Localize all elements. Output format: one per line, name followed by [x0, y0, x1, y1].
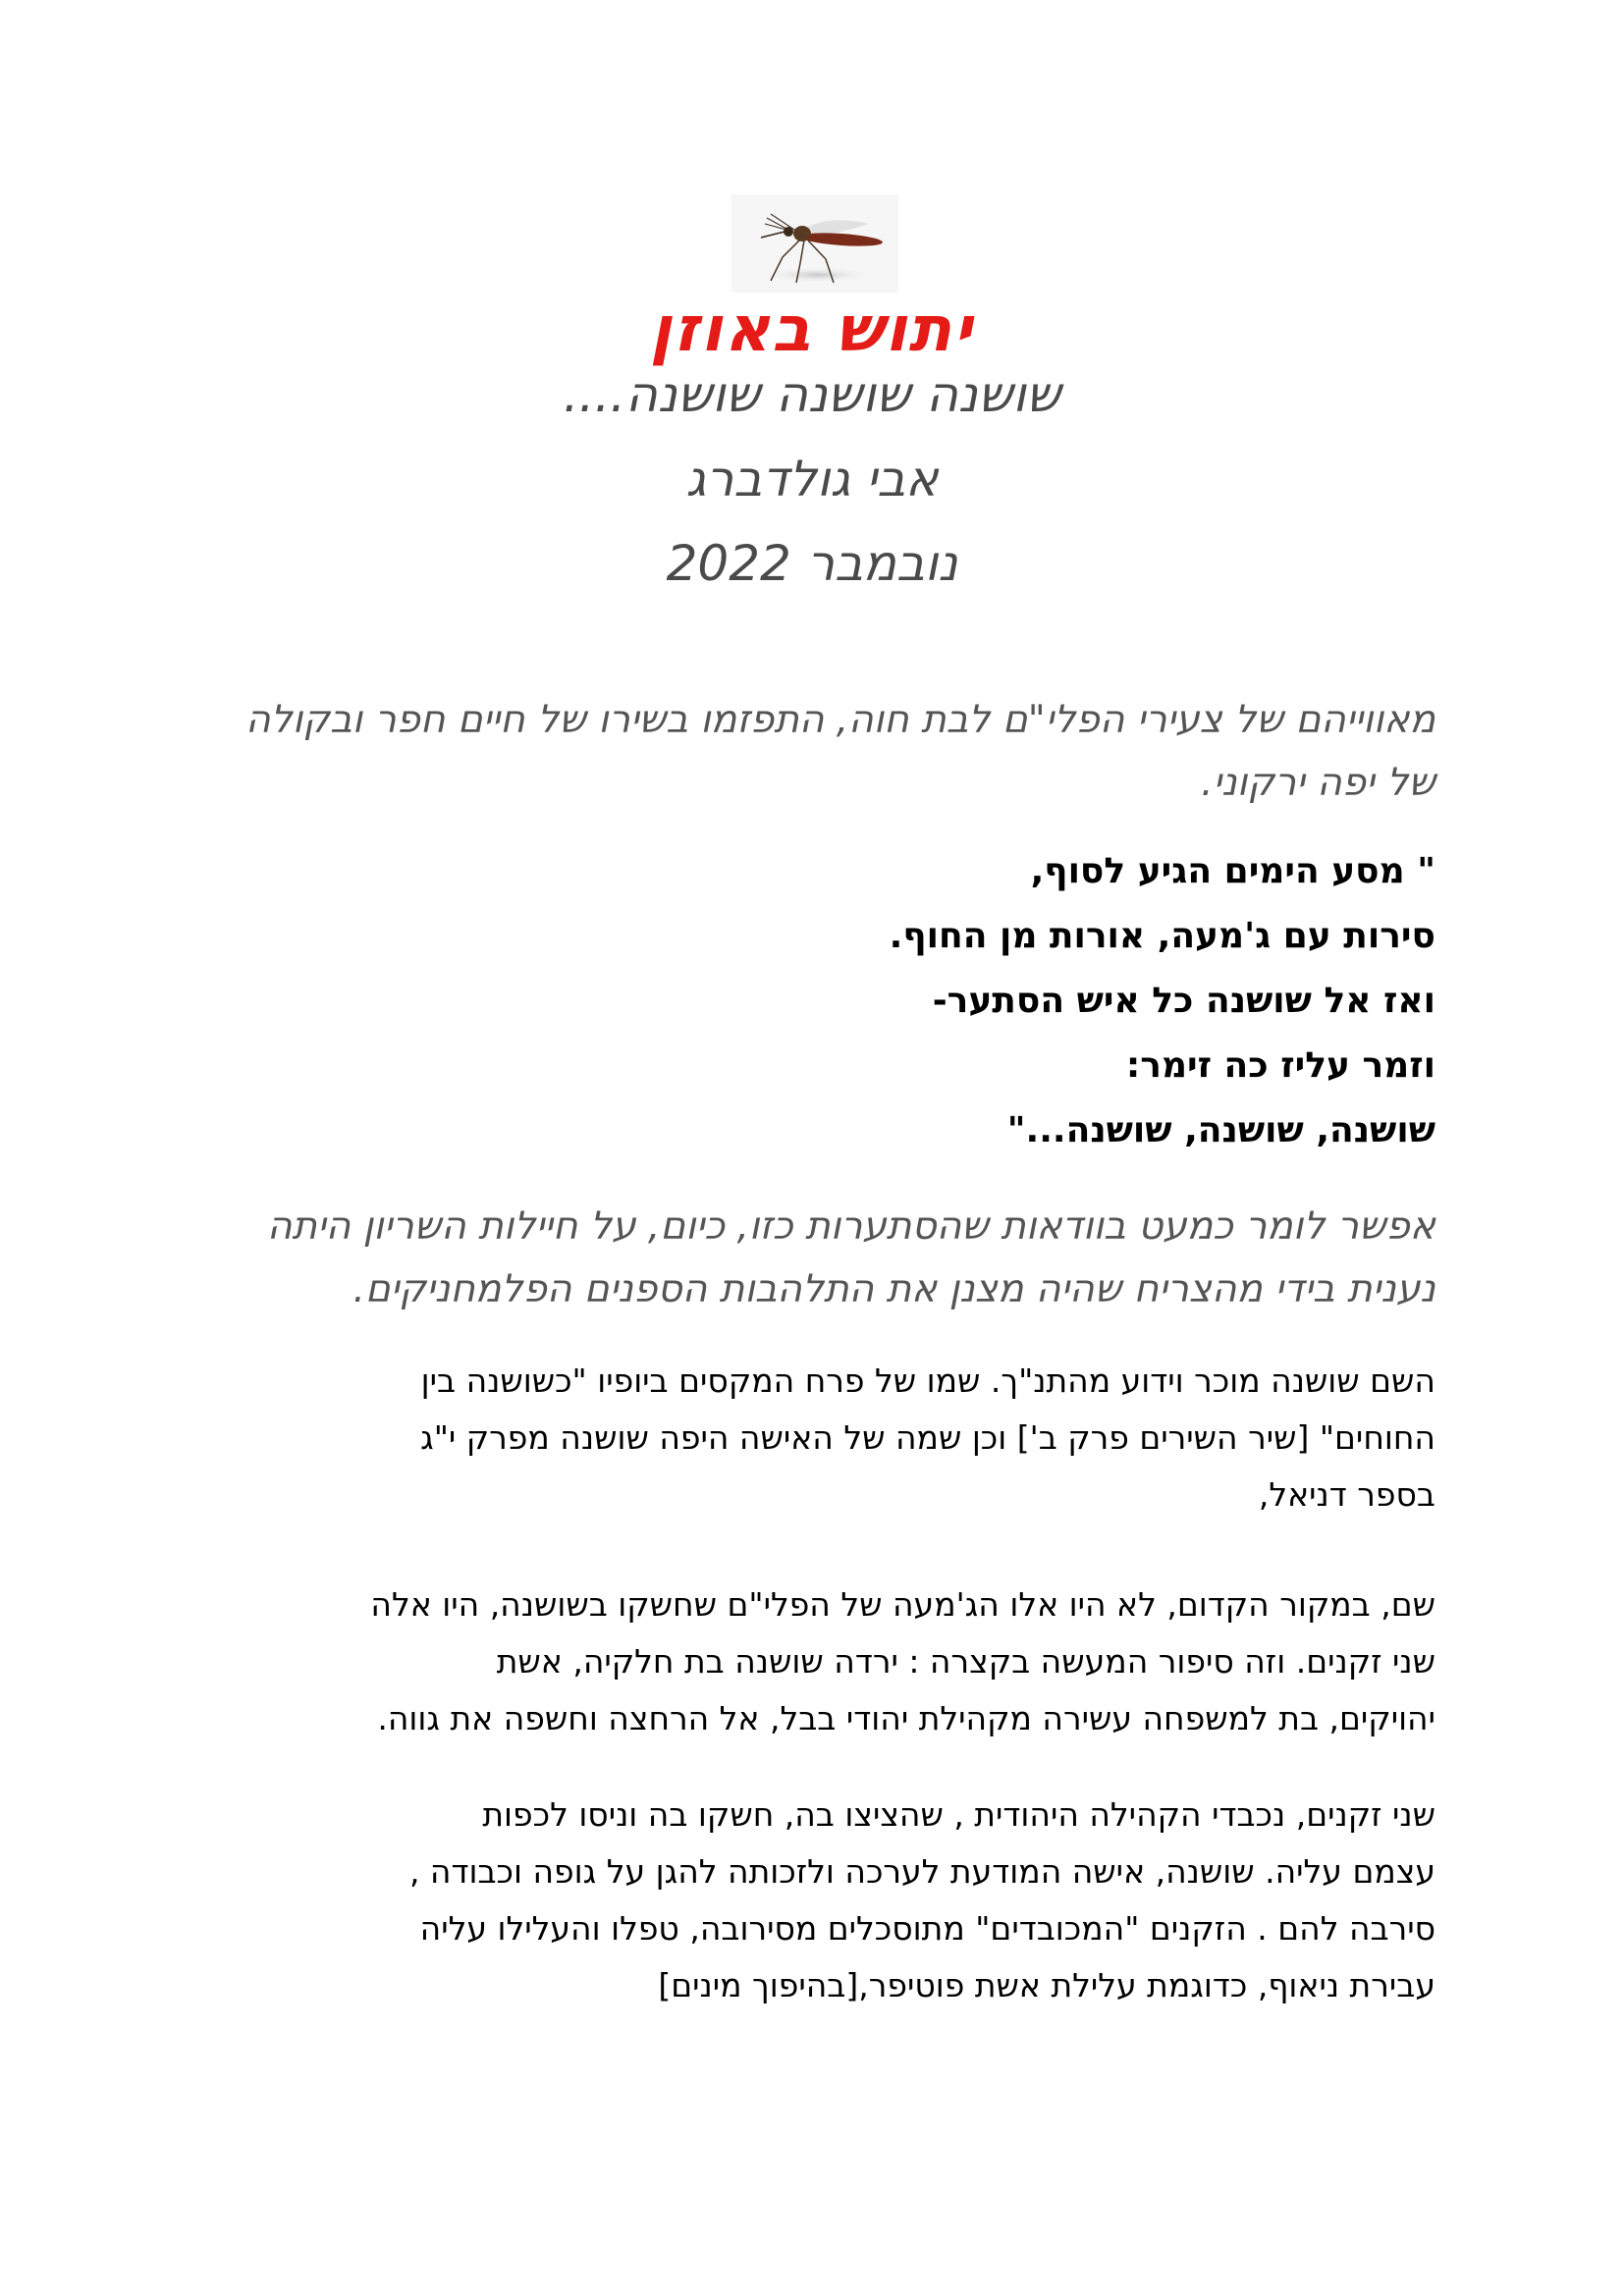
- song-quote: [189, 839, 1435, 1163]
- note-line: נענית בידי מהצריח שהיה מצנן את התלהבות הספנים הפלמחניקים.: [352, 1267, 1435, 1311]
- body-paragraph-2: [189, 1576, 1435, 1747]
- note-paragraph: [189, 1196, 1435, 1321]
- song-line: וזמר עליז כה זימר:: [1125, 1045, 1435, 1086]
- publication-date: נובמבר 2022: [666, 535, 958, 592]
- paragraph-line: בספר דניאל,: [1258, 1475, 1435, 1514]
- paragraph-line: החוחים" [שיר השירים פרק ב'] וכן שמה של האישה היפה שושנה מפרק י"ג: [420, 1418, 1435, 1457]
- intro-line: של יפה ירקוני.: [1201, 761, 1435, 805]
- song-line: שושנה, שושנה, שושנה...": [1006, 1110, 1435, 1150]
- paragraph-line: שם, במקור הקדום, לא היו אלו הג'מעה של הפלי"ם שחשקו בשושנה, היו אלה: [370, 1585, 1435, 1624]
- intro-line: מאווייהם של צעירי הפלי"ם לבת חוה, התפזמו בשירו של חיים חפר ובקולה: [245, 698, 1435, 742]
- paragraph-line: עבירת ניאוף, כדוגמת עלילת אשת פוטיפר,[בהיפוך מינים]: [658, 1966, 1435, 2004]
- paragraph-line: שני זקנים. וזה סיפור המעשה בקצרה : ירדה שושנה בת חלקיה, אשת: [496, 1642, 1435, 1681]
- song-line: " מסע הימים הגיע לסוף,: [1030, 851, 1435, 891]
- paragraph-line: השם שושנה מוכר וידוע מהתנ"ך. שמו של פרח המקסים ביופיו "כשושנה בין: [420, 1362, 1435, 1400]
- intro-paragraph: [189, 689, 1435, 815]
- author-name: אבי גולדברג: [685, 451, 939, 507]
- body-paragraph-1: [189, 1353, 1435, 1523]
- article-title: שושנה שושנה שושנה....: [563, 366, 1061, 423]
- mosquito-logo: [731, 194, 898, 293]
- song-line: ואז אל שושנה כל איש הסתער-: [932, 981, 1435, 1021]
- paragraph-line: סירבה להם . הזקנים "המכובדים" מתוסכלים מסירובה, טפלו והעלילו עליה: [419, 1909, 1435, 1948]
- brand-title: יתוש באוזן: [650, 294, 974, 366]
- song-line: סירות עם ג'מעה, אורות מן החוף.: [889, 916, 1435, 956]
- body-paragraph-3: [189, 1787, 1435, 2014]
- note-line: אפשר לומר כמעט בוודאות שהסתערות כזו, כיום, על חיילות השריון היתה: [266, 1204, 1435, 1249]
- paragraph-line: יהויקים, בת למשפחה עשירה מקהילת יהודי בבל, אל הרחצה וחשפה את גווה.: [377, 1699, 1435, 1737]
- paragraph-line: שני זקנים, נכבדי הקהילה היהודית , שהציצו בה, חשקו בה וניסו לכפות: [482, 1795, 1435, 1834]
- paragraph-line: עצמם עליה. שושנה, אישה המודעת לערכה ולזכותה להגן על גופה וכבודה ,: [408, 1852, 1435, 1891]
